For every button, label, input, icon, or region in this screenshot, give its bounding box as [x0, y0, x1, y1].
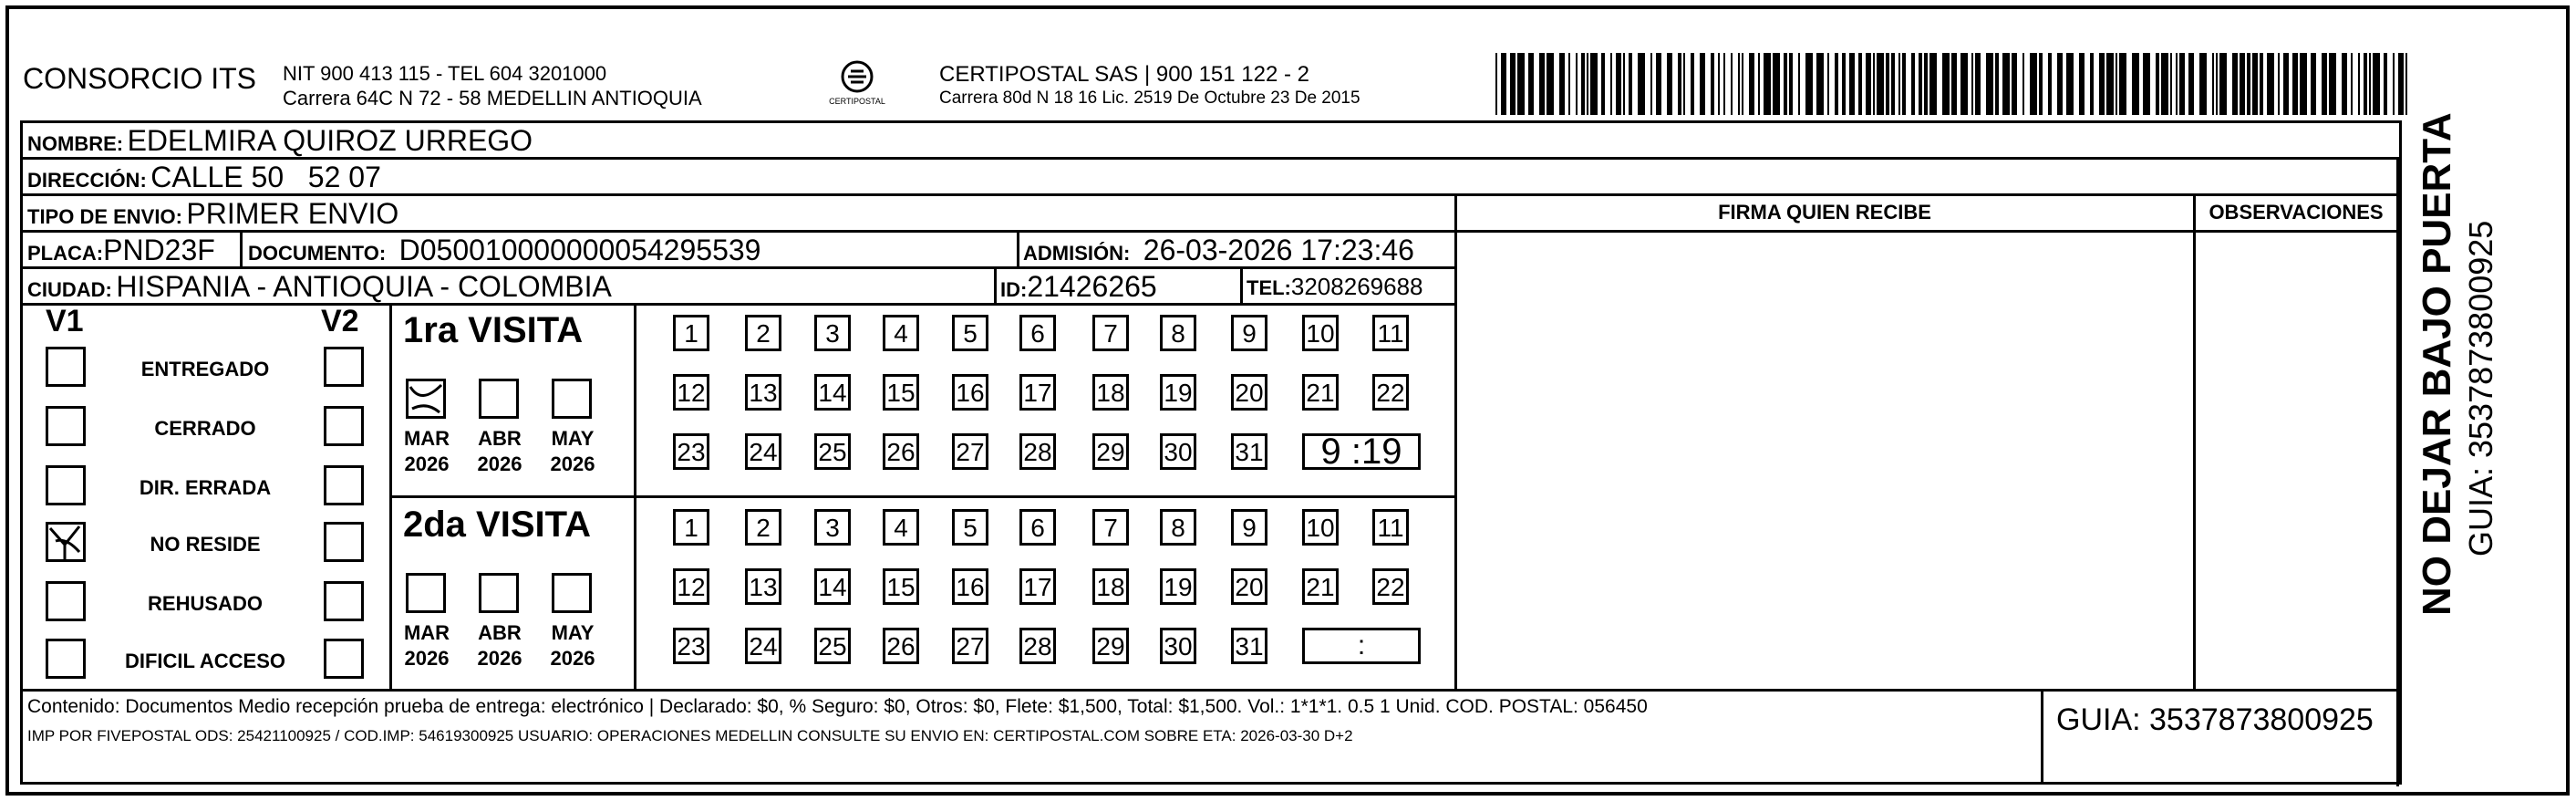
id-cell: ID:21426265	[1000, 270, 1157, 303]
day-cell[interactable]: 16	[952, 568, 988, 605]
first-visit-label: 1ra VISITA	[403, 310, 584, 350]
day-cell[interactable]: 7	[1092, 509, 1129, 546]
day-cell[interactable]: 20	[1231, 568, 1267, 605]
day-cell[interactable]: 9	[1231, 509, 1267, 546]
day-cell[interactable]: 17	[1019, 568, 1056, 605]
direccion-value: CALLE 50 52 07	[150, 161, 381, 193]
day-cell[interactable]: 21	[1302, 568, 1339, 605]
day-cell[interactable]: 3	[814, 509, 851, 546]
ciudad-cell: CIUDAD: HISPANIA - ANTIOQUIA - COLOMBIA	[27, 270, 612, 303]
status-label: DIR. ERRADA	[139, 476, 272, 499]
day-cell[interactable]: 16	[952, 374, 988, 411]
v2-checkbox[interactable]	[324, 522, 364, 562]
day-cell[interactable]: 25	[814, 628, 851, 664]
day-cell[interactable]: 6	[1019, 509, 1056, 546]
day-cell[interactable]: 13	[745, 374, 781, 411]
v2-checkbox[interactable]	[324, 639, 364, 679]
status-label: DIFICIL ACCESO	[124, 650, 285, 672]
month-checkbox[interactable]	[406, 573, 446, 613]
certipostal-logo: CERTIPOSTAL	[825, 57, 889, 111]
admision-cell: ADMISIÓN: 26-03-2026 17:23:46	[1023, 234, 1414, 266]
side-guia: GUIA: 3537873800925	[2462, 220, 2499, 557]
day-cell[interactable]: 1	[673, 315, 709, 351]
day-cell[interactable]: 30	[1160, 433, 1196, 470]
day-cell[interactable]: 31	[1231, 628, 1267, 664]
day-cell[interactable]: 29	[1092, 628, 1129, 664]
v1-checkbox[interactable]	[46, 465, 86, 505]
day-cell[interactable]: 24	[745, 628, 781, 664]
day-cell[interactable]: 13	[745, 568, 781, 605]
status-label: NO RESIDE	[150, 533, 261, 556]
day-cell[interactable]: 28	[1019, 433, 1056, 470]
signature-area[interactable]	[1459, 234, 2190, 686]
tipo-row: TIPO DE ENVIO: PRIMER ENVIO	[27, 197, 399, 230]
barcode	[1495, 53, 2407, 115]
day-cell[interactable]: 15	[883, 568, 919, 605]
day-cell[interactable]: 18	[1092, 374, 1129, 411]
observaciones-area[interactable]	[2198, 234, 2394, 686]
month-label: ABR 2026	[477, 427, 522, 475]
day-cell[interactable]: 31	[1231, 433, 1267, 470]
day-cell[interactable]: 12	[673, 374, 709, 411]
day-cell[interactable]: 18	[1092, 568, 1129, 605]
documento-cell: DOCUMENTO: D050010000000054295539	[248, 234, 761, 266]
day-cell[interactable]: 26	[883, 628, 919, 664]
nombre-row: NOMBRE: EDELMIRA QUIROZ URREGO	[27, 124, 533, 157]
carrier-line1: CERTIPOSTAL SAS | 900 151 122 - 2	[939, 62, 1309, 87]
day-cell[interactable]: 27	[952, 433, 988, 470]
footer-line1: Contenido: Documentos Medio recepción prueba de entrega: electrónico | Declarado: $0, % Seguro: $0, Otros: $0, Flete: $1,500, Total: $1,500. Vol.: 1*1*1. 0.5 1 Unid. COD. POSTAL: 056450	[27, 696, 1648, 717]
company-line2: Carrera 64C N 72 - 58 MEDELLIN ANTIOQUIA	[283, 87, 702, 109]
second-visit-label: 2da VISITA	[403, 505, 591, 545]
day-cell[interactable]: 19	[1160, 568, 1196, 605]
v2-checkbox[interactable]	[324, 347, 364, 387]
day-cell[interactable]: 21	[1302, 374, 1339, 411]
month-checkbox[interactable]	[479, 573, 519, 613]
v2-checkbox[interactable]	[324, 406, 364, 446]
day-cell[interactable]: 11	[1372, 509, 1409, 546]
day-cell[interactable]: 9	[1231, 315, 1267, 351]
day-cell[interactable]: 2	[745, 315, 781, 351]
v1-checkbox[interactable]	[46, 406, 86, 446]
day-cell[interactable]: 10	[1302, 509, 1339, 546]
firma-label: FIRMA QUIEN RECIBE	[1718, 201, 1931, 224]
observaciones-label: OBSERVACIONES	[2209, 201, 2384, 224]
v1-checkbox[interactable]	[46, 639, 86, 679]
month-label: ABR 2026	[477, 621, 522, 670]
day-cell[interactable]: 1	[673, 509, 709, 546]
v1-checkbox[interactable]	[46, 581, 86, 621]
day-cell[interactable]: 26	[883, 433, 919, 470]
day-cell[interactable]: 5	[952, 509, 988, 546]
day-cell[interactable]: 8	[1160, 315, 1196, 351]
day-cell[interactable]: 14	[814, 568, 851, 605]
day-cell[interactable]: 24	[745, 433, 781, 470]
day-cell[interactable]: 5	[952, 315, 988, 351]
day-cell[interactable]: 15	[883, 374, 919, 411]
day-cell[interactable]: 22	[1372, 374, 1409, 411]
day-cell[interactable]: 27	[952, 628, 988, 664]
day-cell[interactable]: 4	[883, 315, 919, 351]
month-checkbox[interactable]	[406, 379, 446, 419]
day-cell[interactable]: 19	[1160, 374, 1196, 411]
company-name: CONSORCIO ITS	[23, 62, 257, 95]
tipo-value: PRIMER ENVIO	[186, 197, 399, 230]
tel-cell: TEL:3208269688	[1247, 273, 1423, 300]
month-checkbox[interactable]	[552, 573, 592, 613]
day-cell[interactable]: 12	[673, 568, 709, 605]
day-cell[interactable]: 2	[745, 509, 781, 546]
footer-line2: IMP POR FIVEPOSTAL ODS: 25421100925 / COD.IMP: 54619300925 USUARIO: OPERACIONES MEDELLIN CONSULTE SU ENVIO EN: CERTIPOSTAL.COM SOBRE ETA: 2026-03-30 D+2	[27, 727, 1353, 744]
day-cell[interactable]: 6	[1019, 315, 1056, 351]
day-cell[interactable]: 8	[1160, 509, 1196, 546]
v2-checkbox[interactable]	[324, 581, 364, 621]
month-checkbox[interactable]	[479, 379, 519, 419]
day-cell[interactable]: 4	[883, 509, 919, 546]
status-label: REHUSADO	[148, 592, 263, 615]
v1-checkbox[interactable]	[46, 347, 86, 387]
time-box[interactable]: :	[1302, 628, 1421, 664]
v2-label: V2	[321, 304, 359, 338]
footer-guia: GUIA: 3537873800925	[2056, 702, 2374, 737]
v2-checkbox[interactable]	[324, 465, 364, 505]
month-label: MAY 2026	[550, 621, 595, 670]
company-line1: NIT 900 413 115 - TEL 604 3201000	[283, 62, 607, 85]
day-cell[interactable]: 10	[1302, 315, 1339, 351]
day-cell[interactable]: 22	[1372, 568, 1409, 605]
day-cell[interactable]: 11	[1372, 315, 1409, 351]
status-label: ENTREGADO	[140, 358, 270, 380]
day-cell[interactable]: 23	[673, 433, 709, 470]
month-label: MAR 2026	[403, 621, 450, 670]
month-label: MAY 2026	[550, 427, 595, 475]
day-cell[interactable]: 29	[1092, 433, 1129, 470]
day-cell[interactable]: 7	[1092, 315, 1129, 351]
placa-cell: PLACA:PND23F	[27, 234, 215, 266]
day-cell[interactable]: 17	[1019, 374, 1056, 411]
carrier-line2: Carrera 80d N 18 16 Lic. 2519 De Octubre 23 De 2015	[939, 88, 1360, 108]
day-cell[interactable]: 3	[814, 315, 851, 351]
day-cell[interactable]: 28	[1019, 628, 1056, 664]
v1-label: V1	[46, 304, 84, 338]
status-label: CERRADO	[154, 417, 256, 440]
day-cell[interactable]: 25	[814, 433, 851, 470]
month-checkbox[interactable]	[552, 379, 592, 419]
nombre-value: EDELMIRA QUIROZ URREGO	[127, 124, 533, 157]
day-cell[interactable]: 30	[1160, 628, 1196, 664]
time-box[interactable]: 9 :19	[1302, 433, 1421, 470]
month-label: MAR 2026	[403, 427, 450, 475]
v1-checkbox[interactable]	[46, 522, 86, 562]
direccion-row: DIRECCIÓN: CALLE 50 52 07	[27, 161, 381, 193]
day-cell[interactable]: 14	[814, 374, 851, 411]
side-warning: NO DEJAR BAJO PUERTA	[2415, 112, 2459, 616]
day-cell[interactable]: 20	[1231, 374, 1267, 411]
day-cell[interactable]: 23	[673, 628, 709, 664]
